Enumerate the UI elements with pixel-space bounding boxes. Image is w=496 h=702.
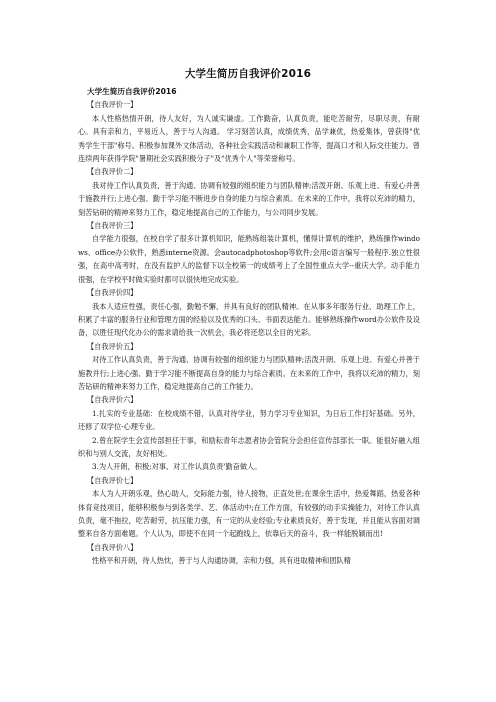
document-subtitle: 大学生简历自我评价2016 — [87, 87, 177, 96]
section-paragraph-5: 对待工作认真负责，善于沟通、协调有较强的组织能力与团队精神;活泼开朗、乐观上进、有爱心并善于施教并行;上进心强、勤于学习能不断提高自身的能力与综合素质。在未来的工作中，我将以充沛的精力，刻苦钻研的精神来努力工作，稳定地提高自己的工作能力。 — [78, 355, 420, 391]
section-heading-7: 【自我评价七】 — [87, 475, 138, 485]
section-paragraph-8: 性格平和开朗，待人热忱，善于与人沟通协调，亲和力强，具有进取精神和团队精 — [92, 556, 351, 566]
section-paragraph-7: 本人为人开朗乐观，热心助人，交际能力强，待人接物，正直处世;在课余生活中，热爱舞蹈，热爱各种体育竞技项目，能够积极参与到各类学、艺、体活动中;在工作方面，有较强的动手实操能力，对待工作认真负责，毫不拖拉，吃苦耐劳，抗压能力强，有一定的从业经验;专业素质良好，善于发现，并且能从容面对调整来自各方面难题。个人认为，即使不在同一个起跑线上，依靠后天的奋斗，我一样能脱颖而出! — [78, 489, 420, 539]
section-heading-5: 【自我评价五】 — [87, 341, 138, 351]
section-paragraph-4: 我本人适应性强，责任心强，勤勉不懈，并具有良好的团队精神。在从事多年服务行业、助理工作上，积累了丰富的服务行业和管理方面的经验以及优秀的口头、书面表达能力。能够熟练操作word办公软件及设备，以胜任现代化办公的需求请给我一次机会，我必将还您以全目的光彩。 — [78, 301, 420, 338]
section-heading-2: 【自我评价二】 — [87, 167, 138, 177]
section-heading-6: 【自我评价六】 — [87, 395, 138, 405]
section-paragraph-3: 自学能力很强，在校自学了很多计算机知识，能熟练组装计算机，懂得计算机的维护，熟练操作windows、office办公软件，熟悉interne资源。会autocadphotoshop等软件;会用c语言编写一般程序.独立性很强，在高中高考时，在没有监护人的监督下以全校第一的成绩考上了全国性重点大学--重庆大学。动手能力很强，在学校平时做实验时都可以很快地完成实验。 — [78, 234, 420, 284]
list-item: 3.为人开朗，积极;对事、对工作认真负责'勤奋做人。 — [92, 462, 262, 472]
list-item: 2.曾在院学生会宣传部担任干事，和励耘青年志愿者协会管院分会担任宣传部部长一职。能很好融入组织和与别人交流，友好相处。 — [78, 435, 420, 458]
list-item: 1.扎实的专业基础：在校成绩不错，认真对待学业，努力学习专业知识，为日后工作打好基础。另外，还修了双学位-心理专业。 — [78, 408, 420, 432]
section-paragraph-1: 本人性格热情开朗，待人友好，为人诚实谦虚。工作勤奋，认真负责，能吃苦耐劳，尽职尽责，有耐心。具有亲和力，平易近人，善于与人沟通。 学习刻苦认真，成绩优秀，品学兼优，热爱集体，曾获得"优秀学生干部"称号。积极参加课外文体活动，各种社会实践活动和兼职工作等，提高口才和人际交往能力。曾连续两年获得学院"暑期社会实践积极分子"及"优秀个人"等荣誉称号。 — [78, 113, 420, 164]
section-heading-8: 【自我评价八】 — [87, 542, 138, 552]
section-paragraph-2: 我对待工作认真负责，善于沟通、协调有较强的组织能力与团队精神;活泼开朗、乐观上进、有爱心并善于施教并行;上进心强、勤于学习能不断进步自身的能力与综合素质。在未来的工作中，我将以充沛的精力，刻苦钻研的精神来努力工作，稳定地提高自己的工作能力，与公司同步发展。 — [78, 180, 420, 217]
document-body — [78, 85, 420, 568]
section-heading-1: 【自我评价一】 — [87, 100, 138, 110]
document-title: 大学生简历自我评价2016 — [184, 68, 312, 80]
section-heading-4: 【自我评价四】 — [87, 288, 138, 298]
section-heading-3: 【自我评价三】 — [87, 221, 138, 231]
